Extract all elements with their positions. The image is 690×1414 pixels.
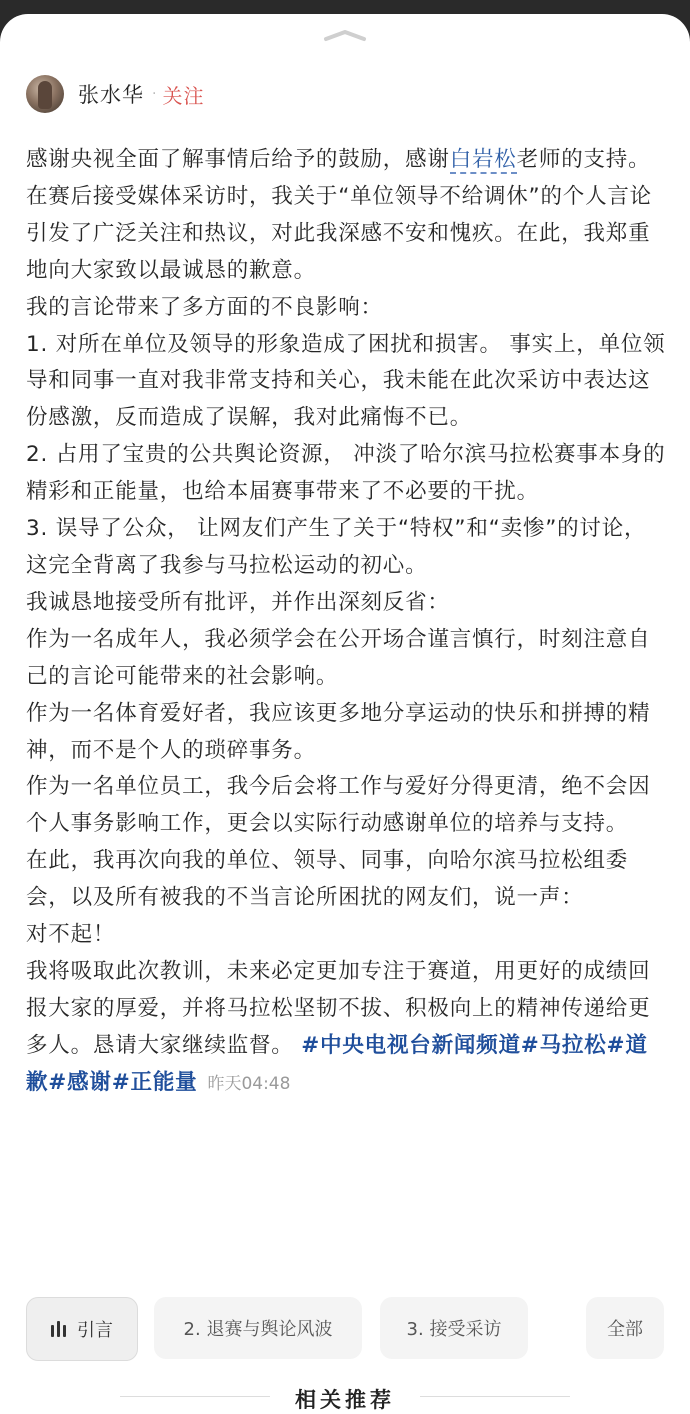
paragraph-7: 作为一名成年人，我必须学会在公开场合谨言慎行，时刻注意自己的言论可能带来的社会影响。 [26,626,651,689]
paragraph-12 [26,954,666,1103]
hashtag-link[interactable]: #中央电视台新闻频道# [301,1032,540,1058]
paragraph-5: 3. 误导了公众， 让网友们产生了关于“特权”和“卖惨”的讨论，这完全背离了我参与马拉松运动的初心。 [26,516,647,578]
paragraph-3: 1. 对所在单位及领导的形象造成了困扰和损害。 事实上，单位领导和同事一直对我非常支持和关心，我未能在此次采访中表达这份感激，反而造成了误解，我对此痛悔不已。 [26,331,666,431]
paragraph-9: 作为一名单位员工，我今后会将工作与爱好分得更清，绝不会因个人事务影响工作，更会以实际行动感谢单位的培养与支持。 [26,774,651,837]
paragraph-1-text-b: 老师的支持。在赛后接受媒体采访时，我关于“单位领导不给调休”的个人言论引发了广泛关注和热议，对此我深感不安和愧疚。在此，我郑重地向大家致以最诚恳的歉意。 [26,147,652,283]
paragraph-8: 作为一名体育爱好者，我应该更多地分享运动的快乐和拼搏的精神，而不是个人的琐碎事务。 [26,700,651,763]
avatar[interactable] [26,75,64,113]
related-title: 相关推荐 [295,1388,395,1412]
hashtag-link[interactable]: #道歉# [26,1032,648,1095]
chip-section-2[interactable]: 2. 退赛与舆论风波 [154,1297,362,1359]
chevron-up-icon[interactable] [322,28,368,42]
post-header [26,72,204,116]
paragraph-11: 对不起！ [26,922,116,948]
paragraph-1 [26,142,666,290]
related-section-header [0,1384,690,1414]
hashtag-link[interactable]: 马拉松 [539,1032,607,1058]
follow-button[interactable]: 关注 [162,83,205,108]
mention-link[interactable]: 白岩松 [449,147,517,172]
paragraph-4: 2. 占用了宝贵的公共舆论资源， 冲淡了哈尔滨马拉松赛事本身的精彩和正能量，也给本届赛事带来了不必要的干扰。 [26,442,666,505]
section-chips [26,1297,666,1361]
paragraph-2: 我的言论带来了多方面的不良影响： [26,294,383,320]
paragraph-10: 在此，我再次向我的单位、领导、同事，向哈尔滨马拉松组委会，以及所有被我的不当言论所困扰的网友们，说一声： [26,848,629,911]
paragraph-12-text: 我将吸取此次教训，未来必定更加专注于赛道，用更好的成绩回报大家的厚爱，并将马拉松坚韧不拔、积极向上的精神传递给更多人。恳请大家继续监督。 [26,958,651,1058]
divider [420,1396,570,1397]
chip-quote-label: 引言 [77,1320,113,1341]
paragraph-6: 我诚恳地接受所有批评，并作出深刻反省： [26,589,450,615]
hashtag-link[interactable]: #正能量 [111,1069,198,1095]
author-name[interactable]: 张水华 [78,83,144,107]
paragraph-1-text-a: 感谢央视全面了解事情后给予的鼓励，感谢 [26,147,450,172]
chip-all[interactable]: 全部 [586,1297,664,1359]
bars-icon [51,1321,69,1337]
chip-section-3[interactable]: 3. 接受采访 [380,1297,528,1359]
post-time: 昨天04:48 [207,1073,291,1094]
chip-quote[interactable] [26,1297,138,1361]
hashtag-link[interactable]: 感谢 [67,1069,112,1095]
divider [120,1396,270,1397]
separator-dot: · [152,86,157,102]
post-sheet [0,14,690,1414]
post-body [26,142,666,1103]
